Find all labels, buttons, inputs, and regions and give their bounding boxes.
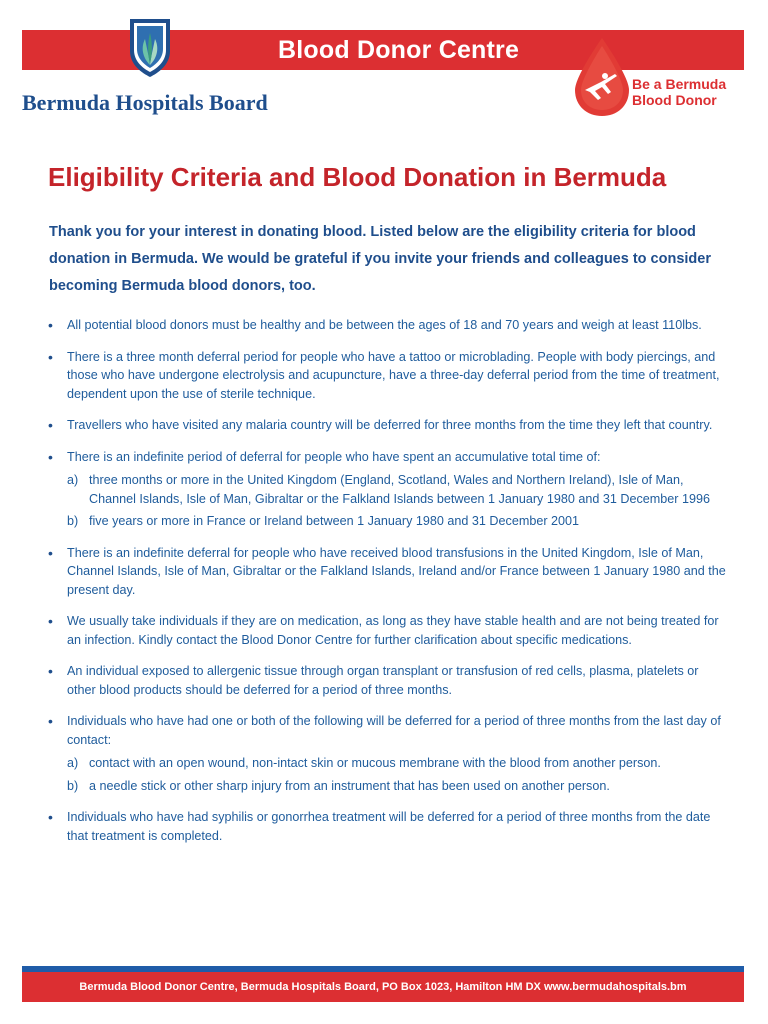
intro-paragraph: Thank you for your interest in donating blood. Listed below are the eligibility criteria for blood donation in Bermuda. We would be grateful if you invite your friends and colleagues to consider becoming Bermuda blood donors, too. [49, 224, 711, 294]
donor-logo-line2: Blood Donor [632, 92, 717, 108]
subitem-text: a needle stick or other sharp injury from an instrument that has been used on another person. [89, 778, 610, 793]
subitem-marker: a) [67, 756, 79, 770]
header-title: Blood Donor Centre [278, 36, 520, 64]
subitem-marker: a) [67, 473, 79, 487]
criteria-text: Travellers who have visited any malaria country will be deferred for three months from the time they left that country. [67, 418, 713, 432]
subitem-marker: b) [67, 778, 79, 793]
criteria-text: An individual exposed to allergenic tissue through organ transplant or transfusion of red cells, plasma, platelets or other blood products should be deferred for a period of three months. [67, 664, 699, 697]
subitem-text: five years or more in France or Ireland between 1 January 1980 and 31 December 2001 [89, 514, 580, 528]
criteria-text: Individuals who have had one or both of the following will be deferred for a period of three months from the last day of contact: [67, 714, 721, 747]
page-title: Eligibility Criteria and Blood Donation in Bermuda [48, 162, 667, 192]
subitem-text: contact with an open wound, non-intact skin or mucous membrane with the blood from another person. [89, 756, 661, 770]
bullet-icon: • [48, 317, 53, 333]
criteria-item [48, 712, 726, 795]
donor-logo-line1: Be a Bermuda [632, 76, 727, 92]
org-name: Bermuda Hospitals Board [22, 90, 268, 115]
criteria-subitem [67, 512, 726, 531]
blood-drop-logo [571, 36, 633, 118]
bullet-icon: • [48, 809, 53, 825]
bullet-icon: • [48, 663, 53, 679]
criteria-subitem [67, 777, 726, 796]
criteria-item [48, 662, 726, 699]
criteria-text: There is a three month deferral period for people who have a tattoo or microblading. People with body piercings, and those who have undergone electrolysis and acupuncture, have a three-day deferral period from the time of treatment, dependent upon the use of sterile technique. [67, 349, 720, 401]
criteria-text: All potential blood donors must be healthy and be between the ages of 18 and 70 years and weigh at least 110lbs. [67, 318, 702, 332]
bullet-icon: • [48, 544, 53, 561]
criteria-list [48, 316, 726, 858]
donor-logo-text [632, 76, 752, 108]
criteria-sublist [67, 754, 726, 795]
criteria-item [48, 612, 726, 649]
criteria-item [48, 348, 726, 404]
bullet-icon: • [48, 417, 53, 433]
bhb-shield-logo [128, 17, 172, 79]
criteria-sublist [67, 471, 726, 531]
criteria-item [48, 448, 726, 531]
criteria-item [48, 544, 726, 600]
footer-contact: Bermuda Blood Donor Centre, Bermuda Hospitals Board, PO Box 1023, Hamilton HM DX www.bermudahospitals.bm [22, 972, 744, 1002]
subitem-marker: b) [67, 514, 79, 528]
criteria-text: There is an indefinite period of deferral for people who have spent an accumulative total time of: [67, 449, 601, 464]
criteria-subitem [67, 754, 726, 773]
criteria-text: Individuals who have had syphilis or gonorrhea treatment will be deferred for a period of three months from the date that treatment is completed. [67, 810, 711, 843]
criteria-item [48, 416, 726, 435]
subitem-text: three months or more in the United Kingdom (England, Scotland, Wales and Northern Ireland), Isle of Man, Channel Islands, Isle of Man, Gibraltar or the Falkland Islands between 1 January 1980 and 31 December 1996 [89, 473, 710, 506]
bullet-icon: • [48, 613, 53, 629]
criteria-item [48, 316, 726, 335]
bullet-icon: • [48, 713, 53, 729]
criteria-subitem [67, 471, 726, 508]
criteria-item [48, 808, 726, 845]
criteria-text: We usually take individuals if they are on medication, as long as they have stable health and are not being treated for an infection. Kindly contact the Blood Donor Centre for further clarification about specific medications. [67, 614, 719, 647]
bullet-icon: • [48, 348, 53, 365]
criteria-text: There is an indefinite deferral for people who have received blood transfusions in the United Kingdom, Isle of Man, Channel Islands, Isle of Man, Gibraltar or the Falkland Islands, Ireland and/or France between 1 January 1980 and the present day. [67, 545, 726, 597]
bullet-icon: • [48, 448, 53, 465]
